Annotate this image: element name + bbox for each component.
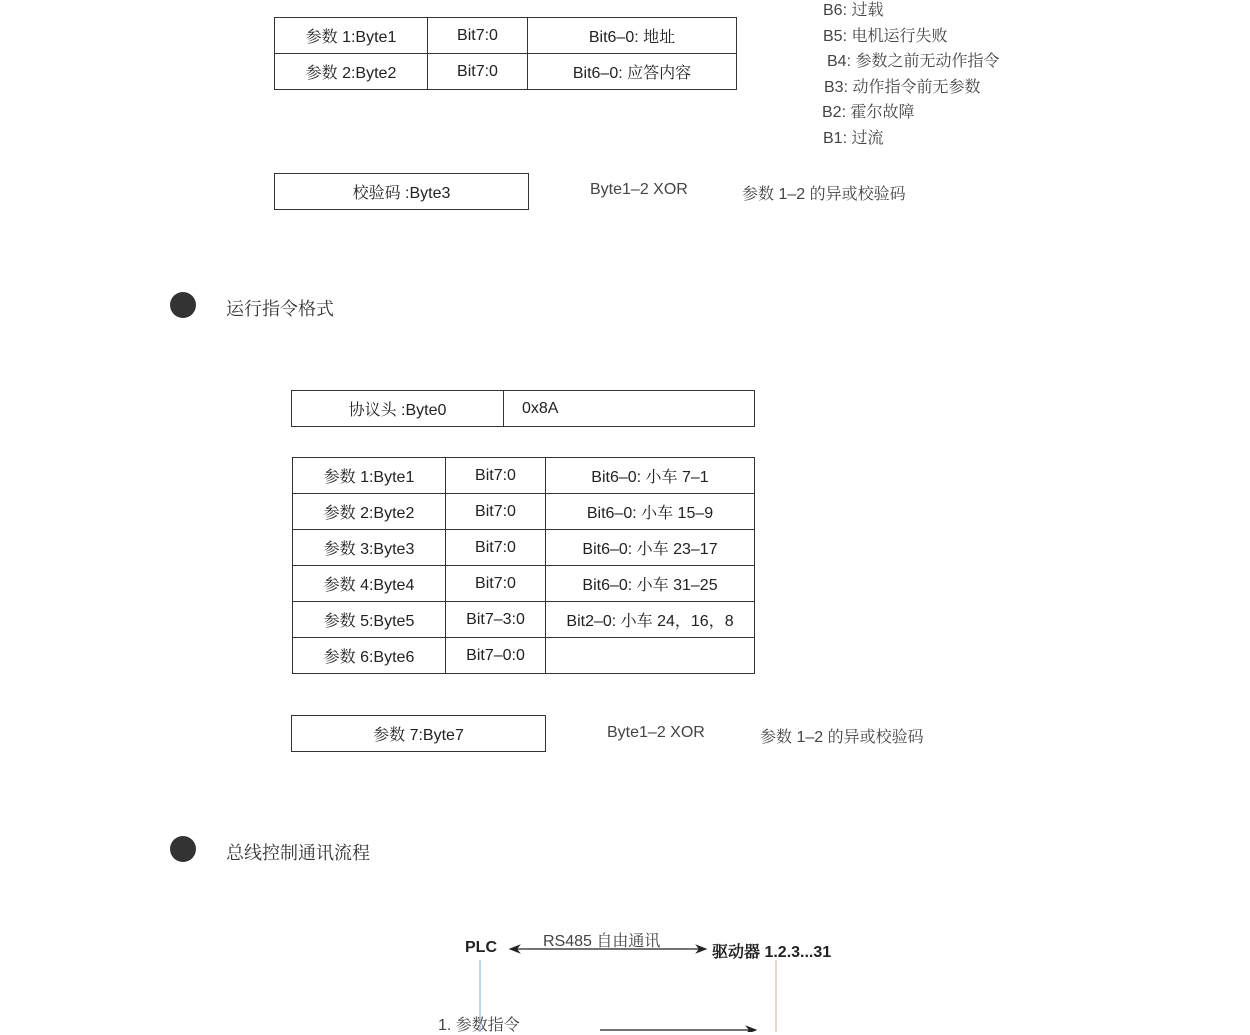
status-bit-item: B3: 动作指令前无参数 (824, 78, 981, 96)
status-bit-item: B4: 参数之前无动作指令 (827, 53, 1000, 71)
bit-cell: Bit7–0:0 (446, 638, 546, 674)
table-row (293, 638, 755, 674)
table-row (293, 566, 755, 602)
table-row (293, 602, 755, 638)
desc-cell: Bit2–0: 小车 24，16，8 (546, 602, 755, 638)
driver-label: 驱动器 1.2.3...31 (712, 944, 832, 961)
bit-cell: Bit7:0 (428, 18, 528, 54)
run-checksum-desc: 参数 1–2 的异或校验码 (760, 729, 924, 746)
status-bit-item: B5: 电机运行失败 (823, 27, 948, 45)
plc-label: PLC (465, 939, 497, 956)
status-bit-item: B1: 过流 (823, 129, 884, 147)
status-bit-item: B2: 霍尔故障 (822, 104, 915, 122)
desc-cell: Bit6–0: 小车 31–25 (546, 566, 755, 602)
param-cell: 参数 1:Byte1 (275, 18, 428, 54)
table-row (293, 458, 755, 494)
checksum-box: 校验码 :Byte3 (274, 173, 529, 210)
param-cell: 参数 6:Byte6 (293, 638, 446, 674)
bit-cell: Bit7:0 (446, 530, 546, 566)
table-row (275, 18, 737, 54)
section-bullet-icon (170, 292, 196, 318)
bit-cell: Bit7:0 (446, 566, 546, 602)
desc-cell (546, 638, 755, 674)
bit-cell: Bit7:0 (428, 54, 528, 90)
run-command-table (292, 457, 755, 674)
protocol-header-value: 0x8A (503, 390, 755, 427)
param-cell: 参数 1:Byte1 (293, 458, 446, 494)
table-row (293, 530, 755, 566)
desc-cell: Bit6–0: 小车 7–1 (546, 458, 755, 494)
rs485-label: RS485 自由通讯 (543, 933, 661, 950)
run-checksum-box: 参数 7:Byte7 (291, 715, 546, 752)
run-checksum-xor: Byte1–2 XOR (607, 724, 705, 741)
section-bullet-icon (170, 836, 196, 862)
desc-cell: Bit6–0: 小车 15–9 (546, 494, 755, 530)
reply-table (274, 17, 737, 90)
param-cell: 参数 2:Byte2 (293, 494, 446, 530)
step1-label: 1. 参数指令 (438, 1017, 520, 1034)
param-cell: 参数 4:Byte4 (293, 566, 446, 602)
checksum-xor: Byte1–2 XOR (590, 181, 688, 198)
checksum-desc: 参数 1–2 的异或校验码 (742, 186, 906, 203)
table-row (275, 54, 737, 90)
desc-cell: Bit6–0: 应答内容 (528, 54, 737, 90)
param-cell: 参数 3:Byte3 (293, 530, 446, 566)
protocol-header-label: 协议头 :Byte0 (291, 390, 504, 427)
param-cell: 参数 2:Byte2 (275, 54, 428, 90)
bit-cell: Bit7:0 (446, 494, 546, 530)
param-cell: 参数 5:Byte5 (293, 602, 446, 638)
desc-cell: Bit6–0: 小车 23–17 (546, 530, 755, 566)
bit-cell: Bit7:0 (446, 458, 546, 494)
status-bit-list (823, 0, 999, 154)
section-title-run: 运行指令格式 (226, 299, 334, 319)
table-row (293, 494, 755, 530)
desc-cell: Bit6–0: 地址 (528, 18, 737, 54)
bit-cell: Bit7–3:0 (446, 602, 546, 638)
status-bit-item: B6: 过载 (823, 2, 884, 19)
section-title-bus: 总线控制通讯流程 (226, 843, 370, 863)
